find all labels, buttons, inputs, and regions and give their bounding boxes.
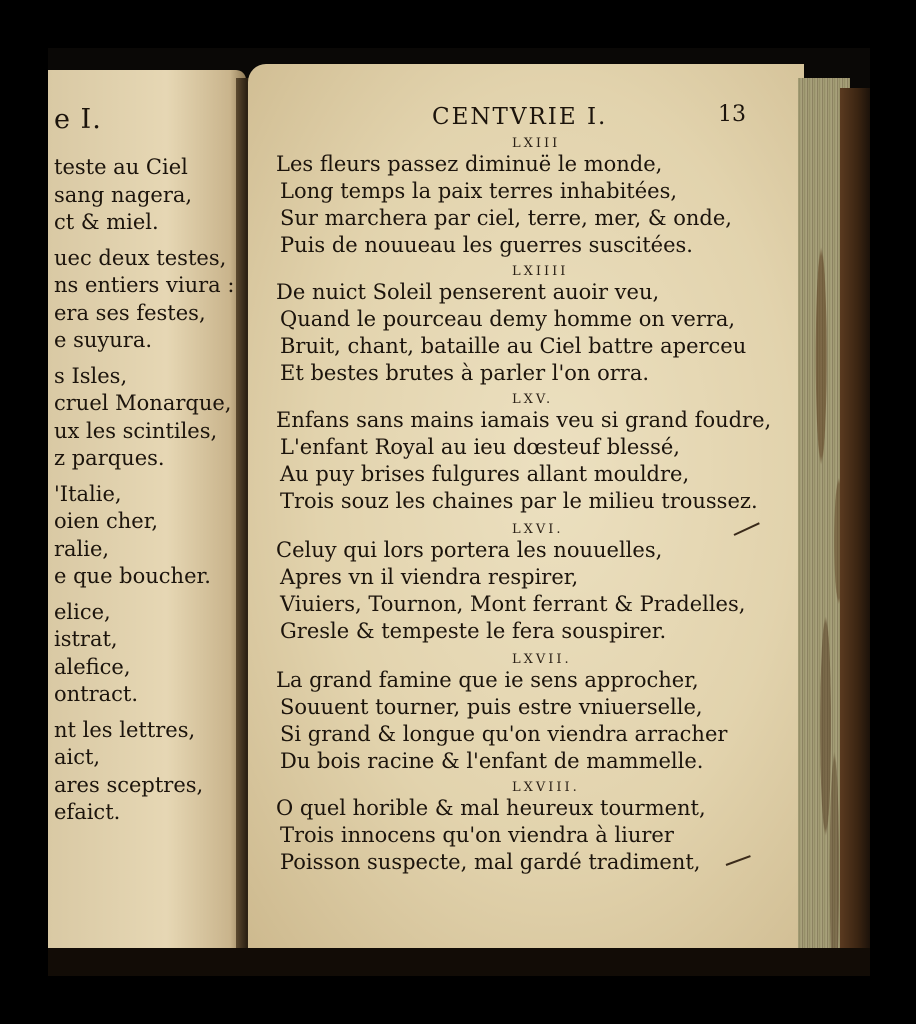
- verse-line: Gresle & tempeste le fera souspirer.: [280, 619, 667, 643]
- left-text-line: teste au Ciel: [54, 155, 188, 179]
- left-text-line: aict,: [54, 745, 101, 769]
- left-text-line: era ses festes,: [54, 300, 206, 325]
- verse-line: L'enfant Royal au ieu dœsteuf blessé,: [280, 435, 680, 459]
- verse-line: Viuiers, Tournon, Mont ferrant & Pradelles,: [280, 592, 746, 616]
- verse-line: Bruit, chant, bataille au Ciel battre aperceu: [280, 334, 747, 358]
- shadow: [48, 948, 870, 976]
- verse-line: Poisson suspecte, mal gardé tradiment,: [280, 850, 701, 874]
- page-header: CENTVRIE I.: [432, 104, 608, 130]
- verse-line: Apres vn il viendra respirer,: [280, 565, 579, 589]
- left-text-line: sang nagera,: [54, 182, 193, 207]
- verse-line: Long temps la paix terres inhabitées,: [280, 179, 678, 203]
- verse-line: Trois innocens qu'on viendra à liurer: [280, 823, 674, 847]
- quatrain-number: LXV.: [512, 392, 554, 407]
- verse-line: Souuent tourner, puis estre vniuerselle,: [280, 695, 703, 719]
- left-text-line: z parques.: [54, 446, 165, 470]
- verse-line: Sur marchera par ciel, terre, mer, & onde,: [280, 206, 732, 230]
- quatrain-number: LXVIII.: [512, 780, 580, 795]
- left-text-line: ontract.: [54, 682, 139, 706]
- left-text-line: istrat,: [54, 627, 118, 651]
- verse-line: La grand famine que ie sens approcher,: [276, 668, 699, 692]
- left-text-line: ct & miel.: [54, 210, 159, 234]
- left-text-line: cruel Monarque,: [54, 391, 232, 415]
- left-text-line: ares sceptres,: [54, 772, 204, 797]
- quatrain-number: LXIIII: [512, 264, 569, 279]
- book-cover: [840, 88, 870, 958]
- verse-line: Trois souz les chaines par le milieu troussez.: [280, 489, 758, 513]
- left-running-head: e I.: [54, 104, 102, 135]
- right-page: [248, 64, 804, 958]
- left-text-line: oien cher,: [54, 509, 159, 533]
- left-text-line: nt les lettres,: [54, 717, 196, 742]
- book-photo: [48, 48, 870, 976]
- left-text-line: uec deux testes,: [54, 245, 227, 270]
- left-text-line: ux les scintiles,: [54, 418, 218, 443]
- left-text-line: ralie,: [54, 536, 110, 561]
- verse-line: Puis de nouueau les guerres suscitées.: [280, 233, 693, 257]
- verse-line: Enfans sans mains iamais veu si grand foudre,: [276, 408, 772, 432]
- verse-line: Au puy brises fulgures allant mouldre,: [280, 462, 690, 486]
- verse-line: O quel horible & mal heureux tourment,: [276, 796, 706, 820]
- left-text-line: efaict.: [54, 800, 121, 824]
- verse-line: Les fleurs passez diminuë le monde,: [276, 152, 663, 176]
- left-text-line: e suyura.: [54, 328, 153, 352]
- quatrain-number: LXIII: [512, 136, 561, 151]
- pen-mark: [734, 522, 760, 536]
- left-text-line: alefice,: [54, 654, 131, 679]
- left-text-line: e que boucher.: [54, 564, 211, 588]
- verse-line: De nuict Soleil penserent auoir veu,: [276, 280, 660, 304]
- pen-mark: [726, 855, 751, 866]
- page-number: 13: [718, 102, 746, 127]
- left-text-line: elice,: [54, 599, 111, 624]
- quatrain-number: LXVI.: [512, 522, 564, 537]
- left-text-line: ns entiers viura :: [54, 273, 235, 297]
- verse-line: Si grand & longue qu'on viendra arracher: [280, 722, 728, 746]
- left-text-line: 'Italie,: [54, 481, 122, 506]
- verse-line: Celuy qui lors portera les nouuelles,: [276, 538, 663, 562]
- left-page: [48, 70, 246, 960]
- verse-line: Et bestes brutes à parler l'on orra.: [280, 361, 650, 385]
- quatrain-number: LXVII.: [512, 652, 572, 667]
- left-text-line: s Isles,: [54, 363, 128, 388]
- verse-line: Du bois racine & l'enfant de mammelle.: [280, 749, 704, 773]
- verse-line: Quand le pourceau demy homme on verra,: [280, 307, 736, 331]
